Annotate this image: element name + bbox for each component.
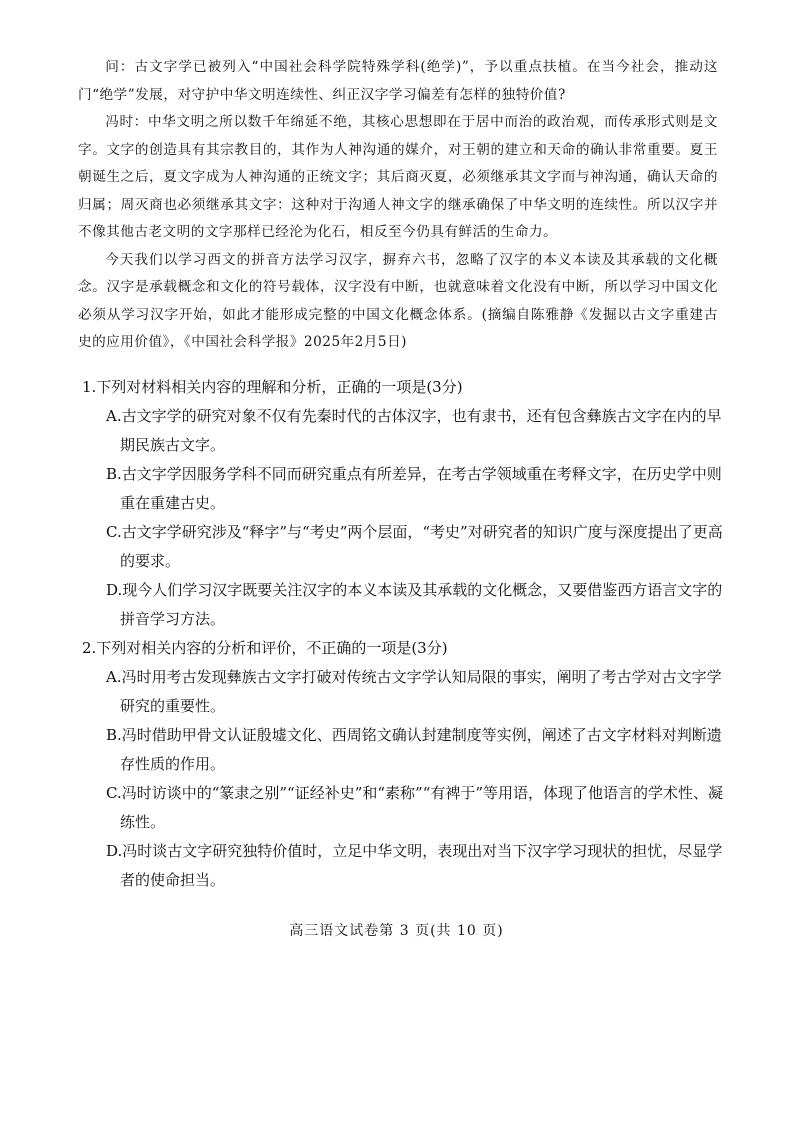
- option-a: A.古文字学的研究对象不仅有先秦时代的古体汉字，也有隶书，还有包含彝族古文字在内的早期民族古文字。: [106, 407, 722, 454]
- option-c: C.古文字学研究涉及“释字”与“考史”两个层面，“考史”对研究者的知识广度与深度提出了更高的要求。: [106, 523, 723, 570]
- question-2: [78, 634, 724, 895]
- option-d: D.现今人们学习汉字既要关注汉字的本义本读及其承载的文化概念，又要借鉴西方语言文字的拼音学习方法。: [106, 581, 723, 628]
- page-footer: 高三语文试卷第 3 页(共 10 页): [289, 923, 504, 939]
- question-stem: 1.下列对材料相关内容的理解和分析，正确的一项是(3分): [82, 378, 463, 396]
- passage-paragraph-answer: 冯时：中华文明之所以数千年绵延不绝，其核心思想即在于居中而治的政治观，而传承形式则是文字。文字的创造具有其宗教目的，其作为人神沟通的媒介，对王朝的建立和天命的确认非常重要。夏王朝诞生之后，夏文字成为人神沟通的正统文字；其后商灭夏，必须继承其文字而与神沟通，确认天命的归属；周灭商也必须继承其文字：这种对于沟通人神文字的继承确保了中华文明的连续性。所以汉字并不像其他古老文明的文字那样已经沦为化石，相反至今仍具有鲜活的生命力。: [78, 114, 718, 240]
- question-list: [78, 373, 724, 895]
- option-b: B.冯时借助甲骨文认证殷墟文化、西周铭文确认封建制度等实例，阐述了古文字材料对判断遗存性质的作用。: [106, 726, 722, 773]
- reading-passage: [78, 54, 718, 357]
- question-1: [78, 373, 724, 634]
- passage-paragraph-conclusion: 今天我们以学习西文的拼音方法学习汉字，摒弃六书，忽略了汉字的本义本读及其承载的文化概念。汉字是承载概念和文化的符号载体，汉字没有中断，也就意味着文化没有中断，所以学习中国文化必须从学习汉字开始，如此才能形成完整的中国文化概念体系。(摘编自陈雅静《发掘以古文字重建古史的应用价值》，《中国社会科学报》2025年2月5日): [78, 251, 718, 350]
- question-stem: 2.下列对相关内容的分析和评价，不正确的一项是(3分): [82, 639, 448, 657]
- option-d: D.冯时谈古文字研究独特价值时，立足中华文明，表现出对当下汉字学习现状的担忧，尽显学者的使命担当。: [106, 842, 723, 889]
- option-c: C.冯时访谈中的“篆隶之别”“证经补史”和“素称”“有裨于”等用语，体现了他语言的学术性、凝练性。: [106, 784, 724, 831]
- option-b: B.古文字学因服务学科不同而研究重点有所差异，在考古学领域重在考释文字，在历史学中则重在重建古史。: [106, 465, 722, 512]
- option-a: A.冯时用考古发现彝族古文字打破对传统古文字学认知局限的事实，阐明了考古学对古文字学研究的重要性。: [106, 668, 722, 715]
- passage-paragraph-question: 问：古文字学已被列入“中国社会科学院特殊学科(绝学)”，予以重点扶植。在当今社会，推动这门“绝学”发展，对守护中华文明连续性、纠正汉字学习偏差有怎样的独特价值?: [78, 59, 718, 103]
